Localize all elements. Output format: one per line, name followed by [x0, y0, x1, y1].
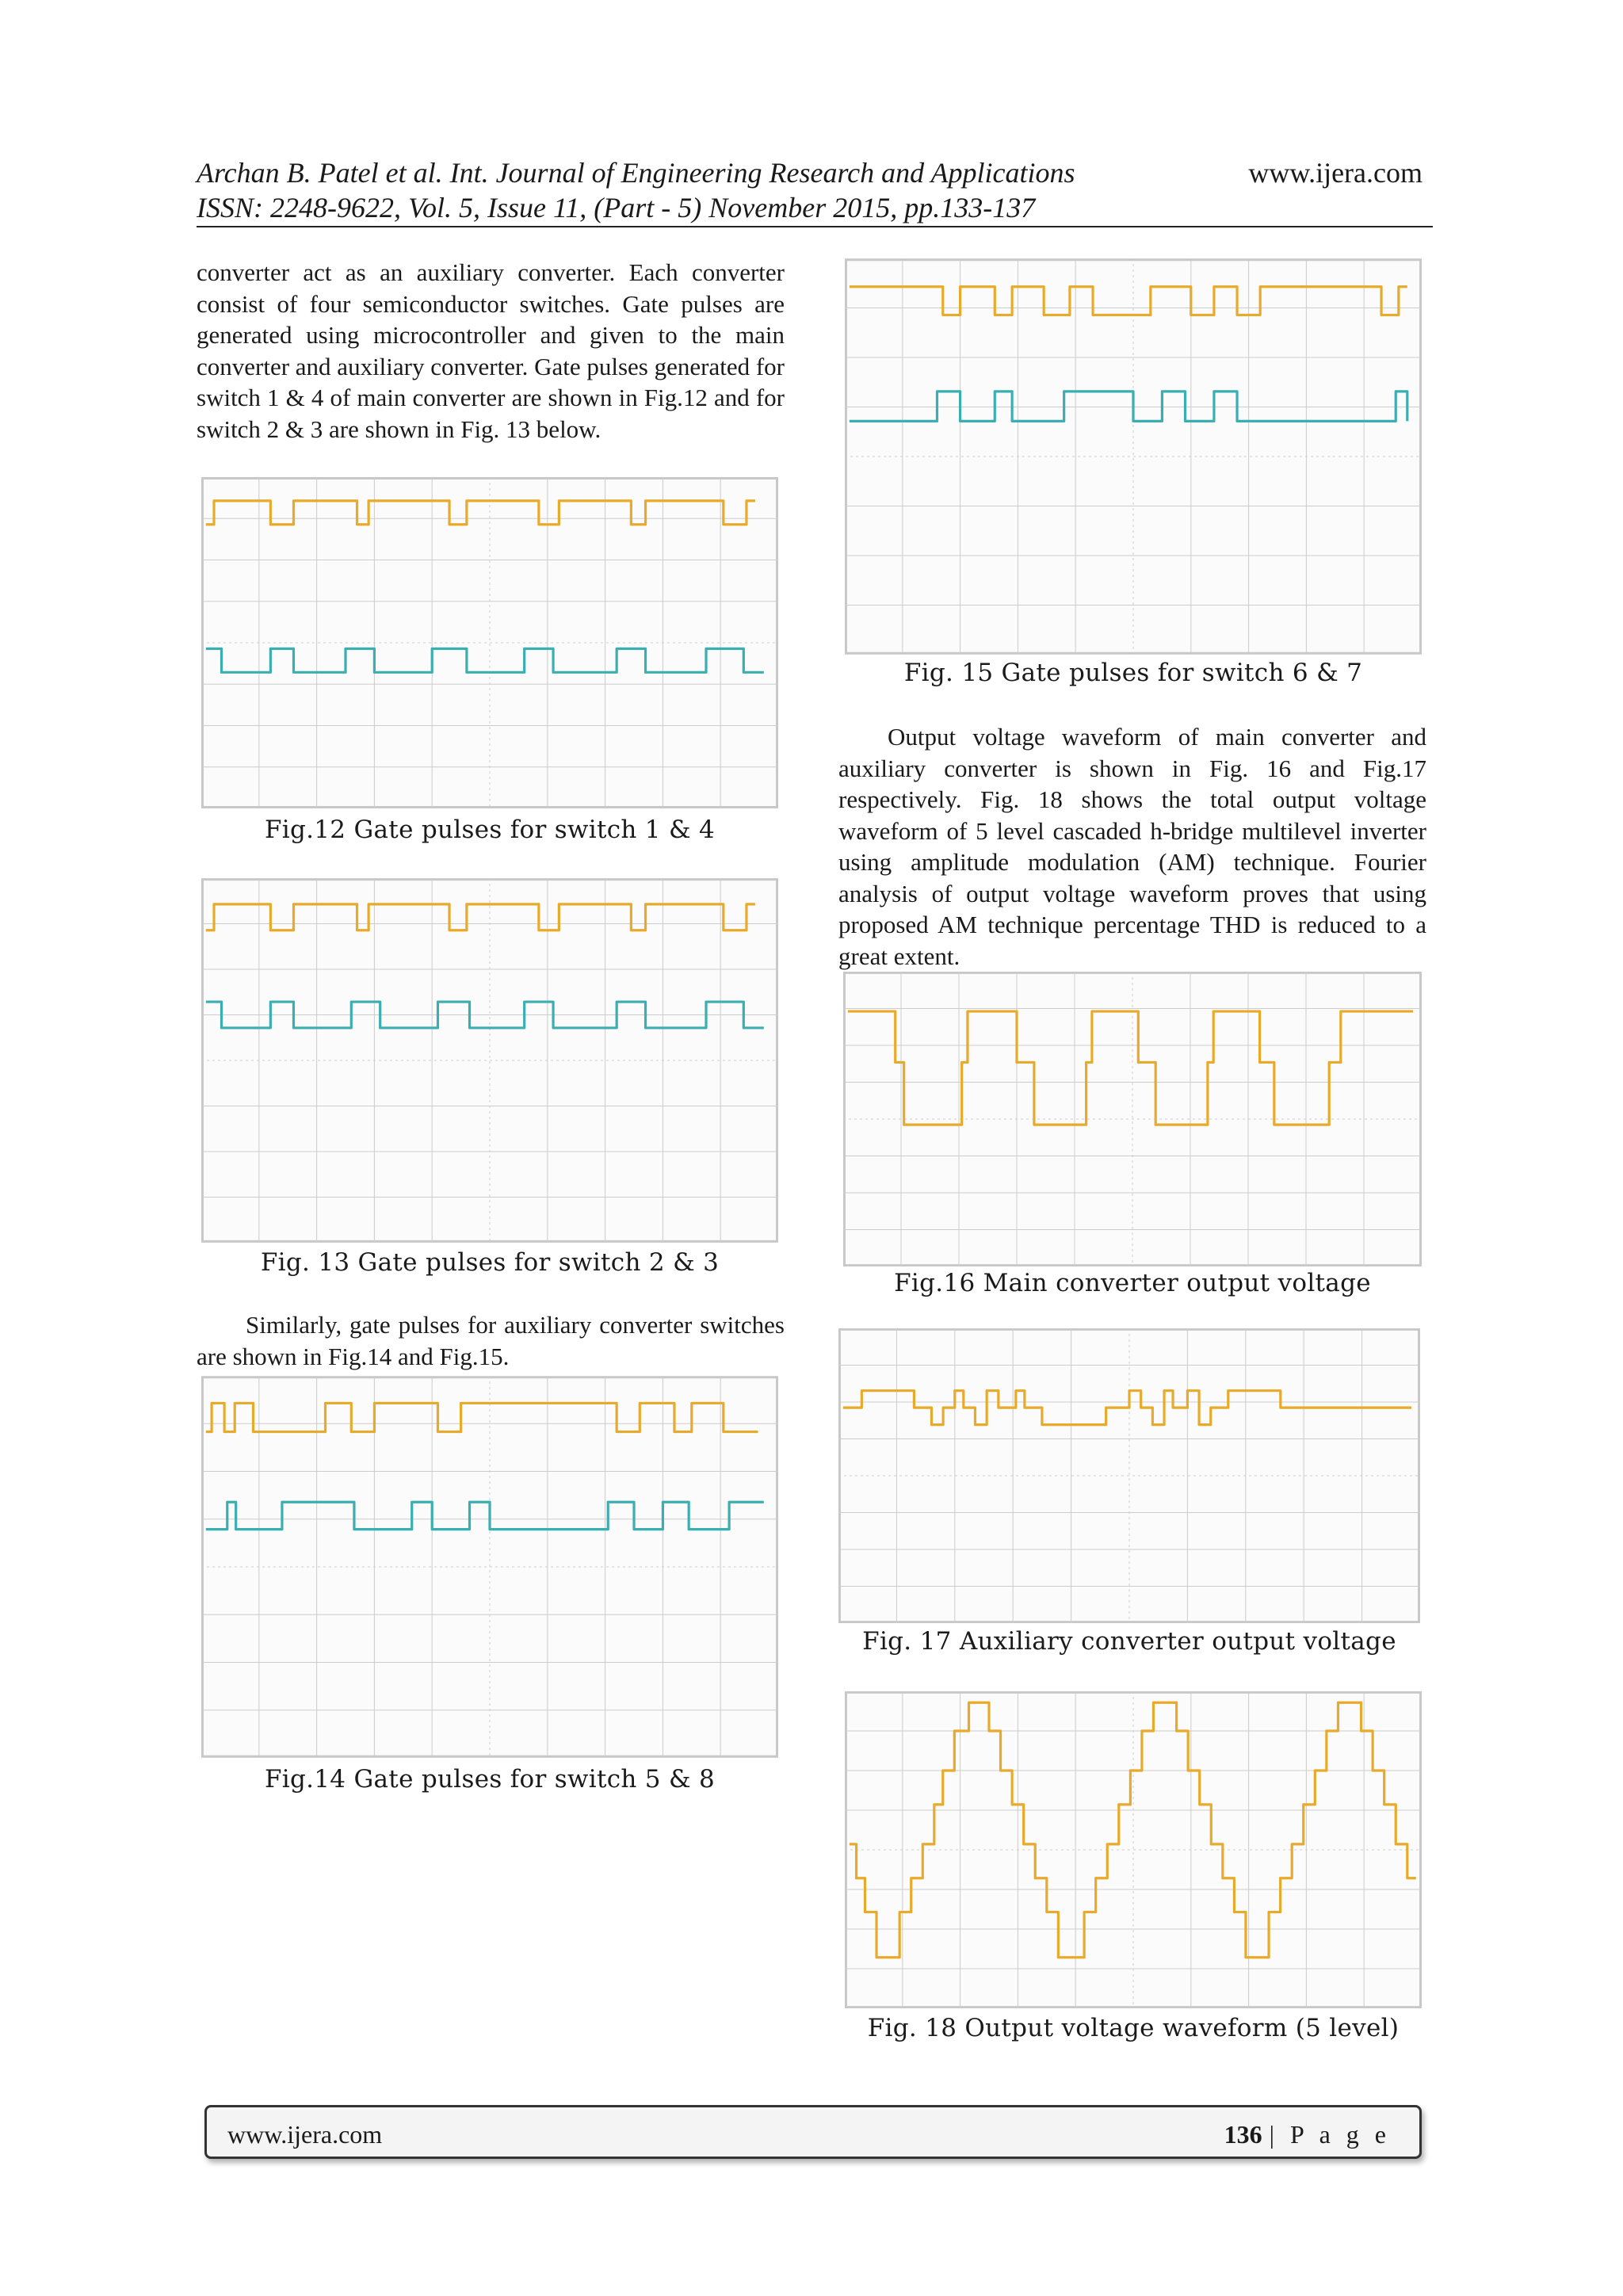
figure-15-caption: Fig. 15 Gate pulses for switch 6 & 7 — [903, 659, 1363, 687]
scope-grid — [201, 1376, 778, 1758]
fig15-trace-cyan — [850, 392, 1407, 422]
figure-14-caption: Fig.14 Gate pulses for switch 5 & 8 — [264, 1765, 716, 1794]
page-label: | P a g e — [1269, 2120, 1391, 2149]
figure-17-caption: Fig. 17 Auxiliary converter output voltage — [862, 1627, 1396, 1656]
figure-17-oscilloscope — [838, 1328, 1420, 1623]
figure-16-caption: Fig.16 Main converter output voltage — [894, 1269, 1371, 1297]
fig14-trace-yellow — [206, 1403, 758, 1431]
scope-grid — [843, 972, 1422, 1266]
header-issn-line: ISSN: 2248-9622, Vol. 5, Issue 11, (Part - 5) November 2015, pp.133-137 — [197, 192, 1036, 223]
fig18-trace-yellow — [850, 1702, 1416, 1957]
fig17-trace-yellow — [843, 1391, 1411, 1425]
figure-15-oscilloscope — [845, 258, 1422, 655]
scope-grid — [201, 477, 778, 808]
figure-14-oscilloscope — [201, 1376, 778, 1758]
figure-12-oscilloscope — [201, 477, 778, 808]
scope-grid — [838, 1328, 1420, 1623]
fig13-trace-yellow — [206, 904, 755, 930]
scope-grid — [845, 1691, 1422, 2008]
header-website[interactable]: www.ijera.com — [1248, 157, 1423, 189]
scope-grid — [845, 258, 1422, 655]
figure-18-caption: Fig. 18 Output voltage waveform (5 level) — [867, 2014, 1400, 2042]
figure-13-oscilloscope — [201, 878, 778, 1243]
footer-website[interactable]: www.ijera.com — [227, 2120, 383, 2149]
figure-18-oscilloscope — [845, 1691, 1422, 2008]
header-rule — [197, 226, 1433, 227]
body-paragraph-2: Similarly, gate pulses for auxiliary converter switches are shown in Fig.14 and Fig.15. — [197, 1311, 785, 1370]
figure-12-caption: Fig.12 Gate pulses for switch 1 & 4 — [264, 816, 716, 844]
figure-16-oscilloscope — [843, 972, 1422, 1266]
fig12-trace-yellow — [206, 501, 755, 525]
page-footer — [204, 2105, 1422, 2159]
body-paragraph-1: converter act as an auxiliary converter. Each converter consist of four semiconductor switches. Gate pulses are generated using microcontroller and given to the main converter and auxiliary converter. Gate pulses generated for switch 1 & 4 of main converter are shown in Fig.12 and for switch 2 & 3 are shown in Fig. 13 below. — [197, 258, 785, 443]
header-journal-line: Archan B. Patel et al. Int. Journal of Engineering Research and Applications — [197, 157, 1075, 189]
page-number: 136 — [1224, 2120, 1262, 2149]
fig15-trace-yellow — [850, 287, 1407, 315]
footer-page-indicator — [1224, 2119, 1391, 2149]
fig16-trace-yellow — [848, 1011, 1413, 1125]
body-paragraph-3: Output voltage waveform of main converter and auxiliary converter is shown in Fig. 16 and Fig.17 respectively. Fig. 18 shows the total output voltage waveform of 5 level cascaded h-bridge multilevel inverter using amplitude modulation (AM) technique. Fourier analysis of output voltage waveform proves that using proposed AM technique percentage THD is reduced to a great extent. — [838, 723, 1426, 970]
fig12-trace-cyan — [206, 648, 764, 672]
figure-13-caption: Fig. 13 Gate pulses for switch 2 & 3 — [260, 1248, 720, 1277]
scope-grid — [201, 878, 778, 1243]
fig14-trace-cyan — [206, 1502, 764, 1529]
